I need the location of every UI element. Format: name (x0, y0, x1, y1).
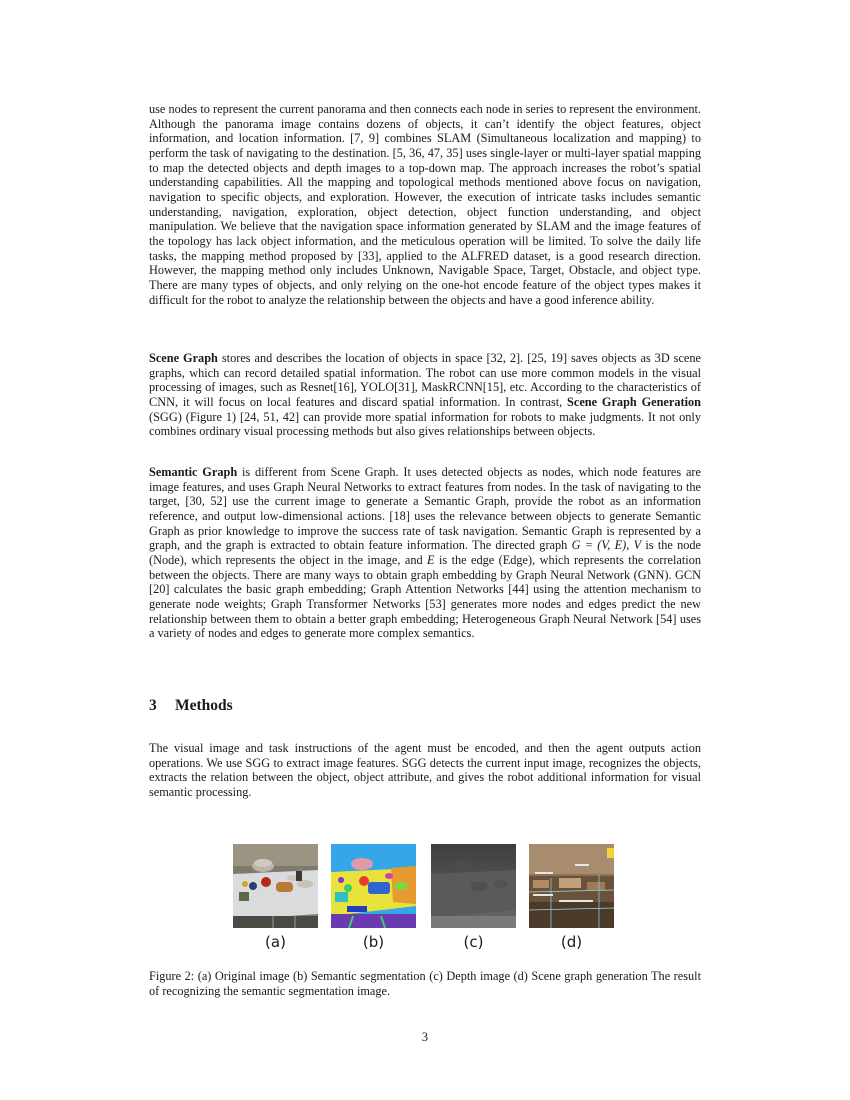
figure-original-image (233, 844, 318, 928)
section-title: Methods (175, 697, 233, 714)
page-number: 3 (421, 1030, 429, 1044)
section-number: 3 (149, 697, 157, 714)
figure-caption: Figure 2: (a) Original image (b) Semantic segmentation (c) Depth image (d) Scene graph generation The result of recognizing the semantic segmentation image. (149, 969, 701, 998)
figure-label-d: (d) (560, 933, 583, 951)
paragraph-semantic-graph (149, 465, 701, 641)
figure-label-a: (a) (265, 933, 286, 951)
term-scene-graph: Scene Graph (149, 351, 218, 365)
math-edge-symbol: E (427, 552, 435, 567)
paragraph-semantic-graph-text-c: is the node (Node), which represents the object in the image, and (149, 538, 702, 567)
paragraph-scene-graph-text-b: (SGG) (Figure 1) [24, 51, 42] can provide more spatial information for robots to make judgments. It not only combines ordinary visual processing methods but also gives relationships between objects. (149, 409, 701, 439)
paragraph-semantic-graph-text-d: is the edge (Edge), which represents the correlation between the objects. There are many ways to obtain graph embedding by Graph Neural Network (GNN). GCN [20] calculates the basic graph embedding; Graph Attention Networks [44] using the attention mechanism to generate node weights; Graph Transformer Networks [53] generates more nodes and edges predict the new relationship between them to obtain a better graph embedding; Heterogeneous Graph Neural Network [54] uses a variety of nodes and edges to generate more complex semantics. (149, 552, 702, 641)
figure-scene-graph-generation (529, 844, 614, 928)
figure-semantic-segmentation (331, 844, 416, 928)
paragraph-semantic-graph-text-b: , (626, 538, 634, 553)
figure-depth-image (431, 844, 516, 928)
paragraph-methods-intro: The visual image and task instructions of the agent must be encoded, and then the agent outputs action operations. We use SGG to extract image features. SGG detects the current input image, recognizes the objects, extracts the relation between the object, object attribute, and gives the robot additional information for visual semantic processing. (149, 741, 701, 799)
term-scene-graph-generation: Scene Graph Generation (567, 394, 701, 409)
figure-label-b: (b) (362, 933, 385, 951)
math-graph-definition: G = (V, E) (571, 538, 627, 553)
section-heading (149, 697, 233, 715)
paragraph-semantic-graph-text-a: is different from Scene Graph. It uses detected objects as nodes, which node features are image features, and uses Graph Neural Networks to extract features from nodes. In the task of navigating to the target, [30, 52] use the current image to generate a Semantic Graph, provide the robot as an information reference, and output low-dimensional actions. [18] uses the relevance between objects to generate Semantic Graph as prior knowledge to improve the success rate of task navigation. Semantic Graph is represented by a graph, and the graph is extracted to obtain feature information. The directed graph (149, 465, 701, 553)
math-node-symbol: V (633, 538, 642, 553)
figure-label-c: (c) (463, 933, 484, 951)
paragraph-scene-graph-text-a: stores and describes the location of objects in space [32, 2]. [25, 19] saves objects as 3D scene graphs, which can record detailed spatial information. The robot can use more common models in the visual processing of images, such as Resnet[16], YOLO[31], MaskRCNN[15], etc. According to the characteristics of CNN, it will focus on local features and discard spatial information. In contrast, (149, 351, 701, 409)
paragraph-scene-graph (149, 351, 701, 439)
paragraph-mapping-methods: use nodes to represent the current panorama and then connects each node in series to represent the environment. Although the panorama image contains dozens of objects, it can’t identify the object features, object information, and location information. [7, 9] combines SLAM (Simultaneous localization and mapping) to perform the task of navigating to the destination. [5, 36, 47, 35] uses single-layer or multi-layer spatial mapping to map the detected objects and depth images to a top-down map. The approach increases the robot’s spatial understanding capabilities. All the mapping and topological methods mentioned above focus on navigation, navigation to specific objects, and exploration. However, the execution of intricate tasks includes semantic understanding, navigation, exploration, object detection, object function understanding, and object manipulation. We believe that the navigation space information generated by SLAM and the image features of the topology has lack object information, and the meticulous operation will be limited. To solve the daily life tasks, the mapping method proposed by [33], applied to the ALFRED dataset, is a good research direction. However, the mapping method only includes Unknown, Navigable Space, Target, Obstacle, and object type. There are many types of objects, and only relying on the one-hot encode feature of the object types makes it difficult for the robot to analyze the relationship between the objects and have a good inference ability. (149, 102, 701, 307)
term-semantic-graph: Semantic Graph (149, 465, 238, 479)
